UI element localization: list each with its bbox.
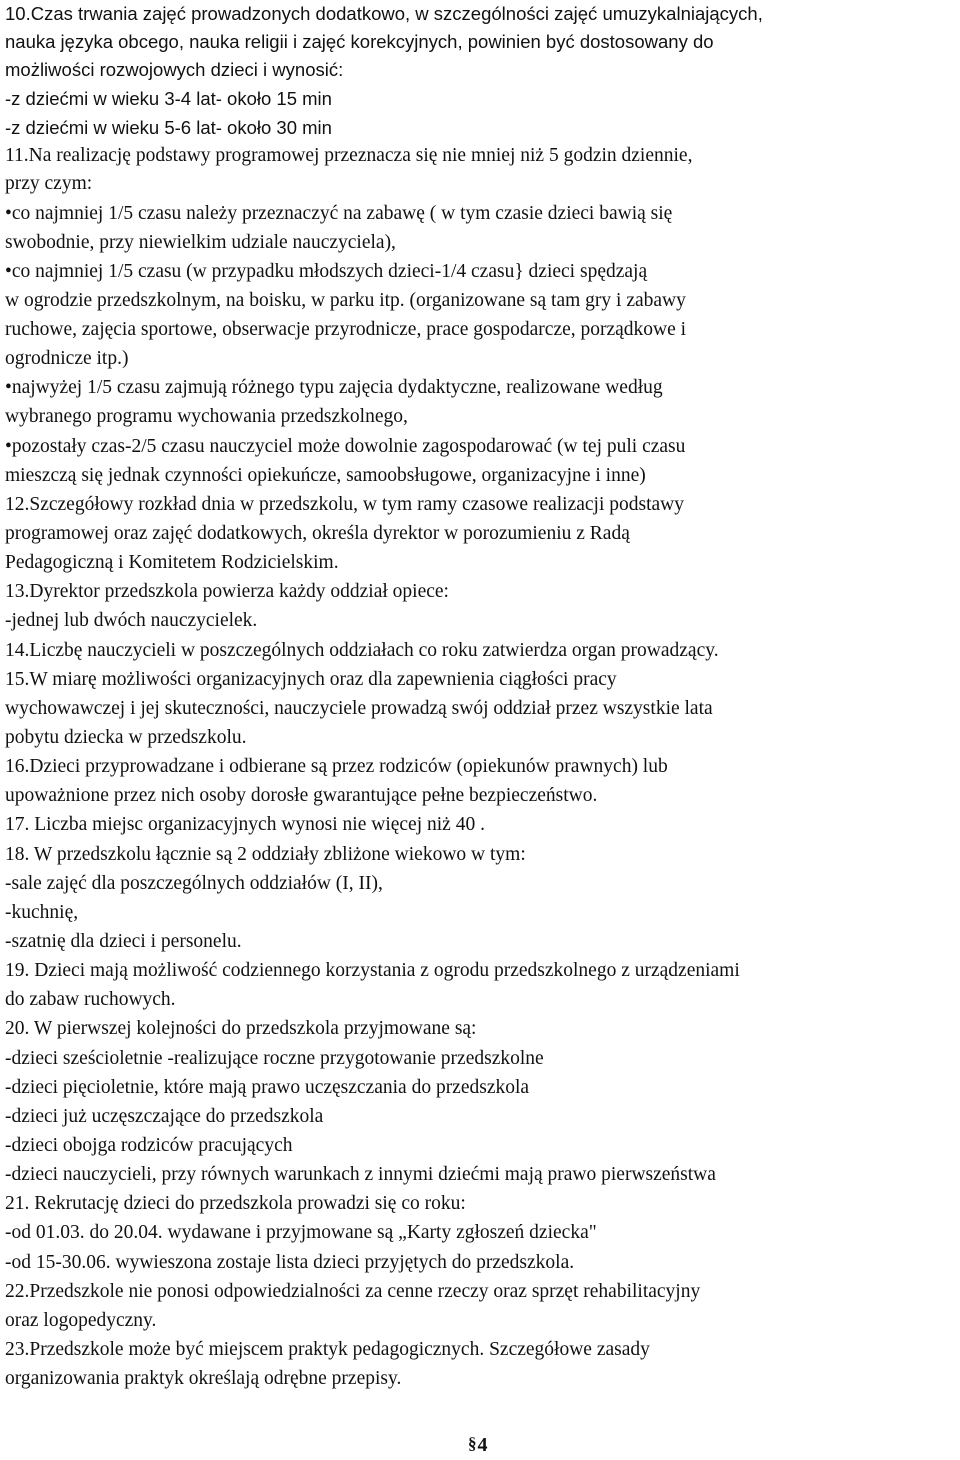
text-line: organizowania praktyk określają odrębne przepisy. <box>5 1368 402 1389</box>
text-line: 22.Przedszkole nie ponosi odpowiedzialności za cenne rzeczy oraz sprzęt rehabilitacyjny <box>5 1281 701 1302</box>
text-line: •co najmniej 1/5 czasu należy przeznaczyć na zabawę ( w tym czasie dzieci bawią się <box>5 203 673 224</box>
text-line: -jednej lub dwóch nauczycielek. <box>5 610 258 631</box>
text-line: Pedagogiczną i Komitetem Rodzicielskim. <box>5 552 339 573</box>
text-line: nauka języka obcego, nauka religii i zajęć korekcyjnych, powinien być dostosowany do <box>5 31 714 52</box>
text-line: -od 01.03. do 20.04. wydawane i przyjmowane są „Karty zgłoszeń dziecka" <box>5 1222 597 1243</box>
text-line: -dzieci obojga rodziców pracujących <box>5 1135 293 1156</box>
text-line: -sale zajęć dla poszczególnych oddziałów (I, II), <box>5 873 383 894</box>
text-line: możliwości rozwojowych dzieci i wynosić: <box>5 59 344 80</box>
text-line: wychowawczej i jej skuteczności, nauczyciele prowadzą swój oddział przez wszystkie lata <box>5 698 713 719</box>
text-line: do zabaw ruchowych. <box>5 989 176 1010</box>
text-line: -szatnię dla dzieci i personelu. <box>5 931 242 952</box>
text-line: 17. Liczba miejsc organizacyjnych wynosi nie więcej niż 40 . <box>5 814 485 835</box>
text-line: programowej oraz zajęć dodatkowych, określa dyrektor w porozumieniu z Radą <box>5 523 630 544</box>
text-line: swobodnie, przy niewielkim udziale nauczyciela), <box>5 232 396 253</box>
text-line: 16.Dzieci przyprowadzane i odbierane są przez rodziców (opiekunów prawnych) lub <box>5 756 668 777</box>
text-line: 15.W miarę możliwości organizacyjnych oraz dla zapewnienia ciągłości pracy <box>5 669 617 690</box>
text-line: •co najmniej 1/5 czasu (w przypadku młodszych dzieci-1/4 czasu} dzieci spędzają <box>5 261 648 282</box>
text-line: oraz logopedyczny. <box>5 1310 157 1331</box>
text-line: w ogrodzie przedszkolnym, na boisku, w parku itp. (organizowane są tam gry i zabawy <box>5 290 686 311</box>
page-number <box>468 1430 488 1458</box>
text-line: -dzieci już uczęszczające do przedszkola <box>5 1106 324 1127</box>
text-line: 11.Na realizację podstawy programowej przeznacza się nie mniej niż 5 godzin dziennie, <box>5 145 693 166</box>
text-line: -z dziećmi w wieku 5-6 lat- około 30 min <box>5 117 332 138</box>
text-line: -dzieci sześcioletnie -realizujące roczne przygotowanie przedszkolne <box>5 1048 544 1069</box>
text-line: 14.Liczbę nauczycieli w poszczególnych oddziałach co roku zatwierdza organ prowadzący. <box>5 640 719 661</box>
text-line: upoważnione przez nich osoby dorosłe gwarantujące pełne bezpieczeństwo. <box>5 785 598 806</box>
text-line: przy czym: <box>5 173 93 194</box>
text-line: -kuchnię, <box>5 902 79 923</box>
text-line: 19. Dzieci mają możliwość codziennego korzystania z ogrodu przedszkolnego z urządzeniami <box>5 960 740 981</box>
text-line: -z dziećmi w wieku 3-4 lat- około 15 min <box>5 88 332 109</box>
text-line: wybranego programu wychowania przedszkolnego, <box>5 406 408 427</box>
page-number-value: 4 <box>477 1434 488 1456</box>
text-line: 12.Szczegółowy rozkład dnia w przedszkolu, w tym ramy czasowe realizacji podstawy <box>5 494 685 515</box>
text-line: •pozostały czas-2/5 czasu nauczyciel może dowolnie zagospodarować (w tej puli czasu <box>5 436 686 457</box>
text-line: ogrodnicze itp.) <box>5 348 129 369</box>
text-line: 18. W przedszkolu łącznie są 2 oddziały zbliżone wiekowo w tym: <box>5 844 526 865</box>
text-line: pobytu dziecka w przedszkolu. <box>5 727 247 748</box>
text-line: mieszczą się jednak czynności opiekuńcze, samoobsługowe, organizacyjne i inne) <box>5 465 646 486</box>
text-line: -dzieci nauczycieli, przy równych warunkach z innymi dziećmi mają prawo pierwszeństwa <box>5 1164 716 1185</box>
text-line: 20. W pierwszej kolejności do przedszkola przyjmowane są: <box>5 1018 477 1039</box>
text-line: ruchowe, zajęcia sportowe, obserwacje przyrodnicze, prace gospodarcze, porządkowe i <box>5 319 687 340</box>
text-line: •najwyżej 1/5 czasu zajmują różnego typu zajęcia dydaktyczne, realizowane według <box>5 377 663 398</box>
text-line: 21. Rekrutację dzieci do przedszkola prowadzi się co roku: <box>5 1193 466 1214</box>
text-line: -dzieci pięcioletnie, które mają prawo uczęszczania do przedszkola <box>5 1077 530 1098</box>
text-line: 23.Przedszkole może być miejscem praktyk pedagogicznych. Szczegółowe zasady <box>5 1339 650 1360</box>
section-mark: § <box>468 1434 477 1453</box>
text-line: 13.Dyrektor przedszkola powierza każdy oddział opiece: <box>5 581 449 602</box>
text-line: 10.Czas trwania zajęć prowadzonych dodatkowo, w szczególności zajęć umuzykalniających, <box>5 3 763 24</box>
text-line: -od 15-30.06. wywieszona zostaje lista dzieci przyjętych do przedszkola. <box>5 1252 575 1273</box>
